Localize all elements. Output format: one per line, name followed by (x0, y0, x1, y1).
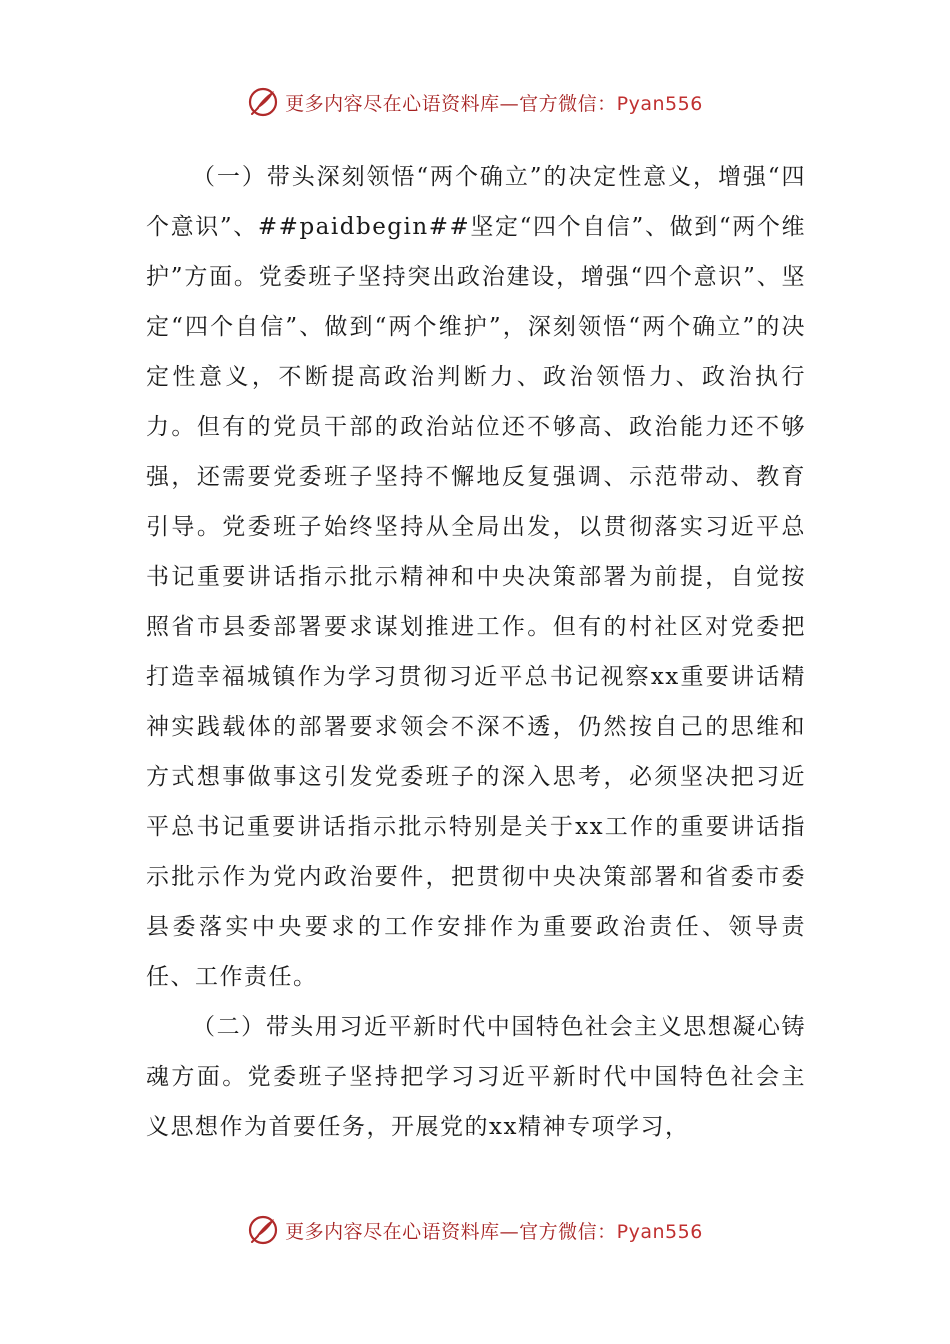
paragraph-2: （二）带头用习近平新时代中国特色社会主义思想凝心铸魂方面。党委班子坚持把学习习近平新时代中国特色社会主义思想作为首要任务，开展党的xx精神专项学习， (146, 1014, 806, 1140)
banner-label: 更多内容尽在心语资料库—官方微信： (285, 92, 617, 115)
quill-pen-logo-icon (247, 86, 279, 118)
banner-label: 更多内容尽在心语资料库—官方微信： (285, 1220, 617, 1243)
footer-watermark-banner (0, 1210, 950, 1250)
banner-wechat-id: Pyan556 (616, 1220, 703, 1243)
document-body (146, 152, 806, 1152)
banner-text (285, 89, 703, 116)
header-watermark-banner (0, 82, 950, 122)
quill-pen-logo-icon (247, 1214, 279, 1246)
banner-wechat-id: Pyan556 (616, 92, 703, 115)
banner-text (285, 1217, 703, 1244)
paragraph-1: （一）带头深刻领悟“两个确立”的决定性意义，增强“四个意识”、##paidbegin##坚定“四个自信”、做到“两个维护”方面。党委班子坚持突出政治建设，增强“四个意识”、坚定“四个自信”、做到“两个维护”，深刻领悟“两个确立”的决定性意义，不断提高政治判断力、政治领悟力、政治执行力。但有的党员干部的政治站位还不够高、政治能力还不够强，还需要党委班子坚持不懈地反复强调、示范带动、教育引导。党委班子始终坚持从全局出发，以贯彻落实习近平总书记重要讲话指示批示精神和中央决策部署为前提，自觉按照省市县委部署要求谋划推进工作。但有的村社区对党委把打造幸福城镇作为学习贯彻习近平总书记视察xx重要讲话精神实践载体的部署要求领会不深不透，仍然按自己的思维和方式想事做事这引发党委班子的深入思考，必须坚决把习近平总书记重要讲话指示批示特别是关于xx工作的重要讲话指示批示作为党内政治要件，把贯彻中央决策部署和省委市委县委落实中央要求的工作安排作为重要政治责任、领导责任、工作责任。 (146, 164, 806, 990)
